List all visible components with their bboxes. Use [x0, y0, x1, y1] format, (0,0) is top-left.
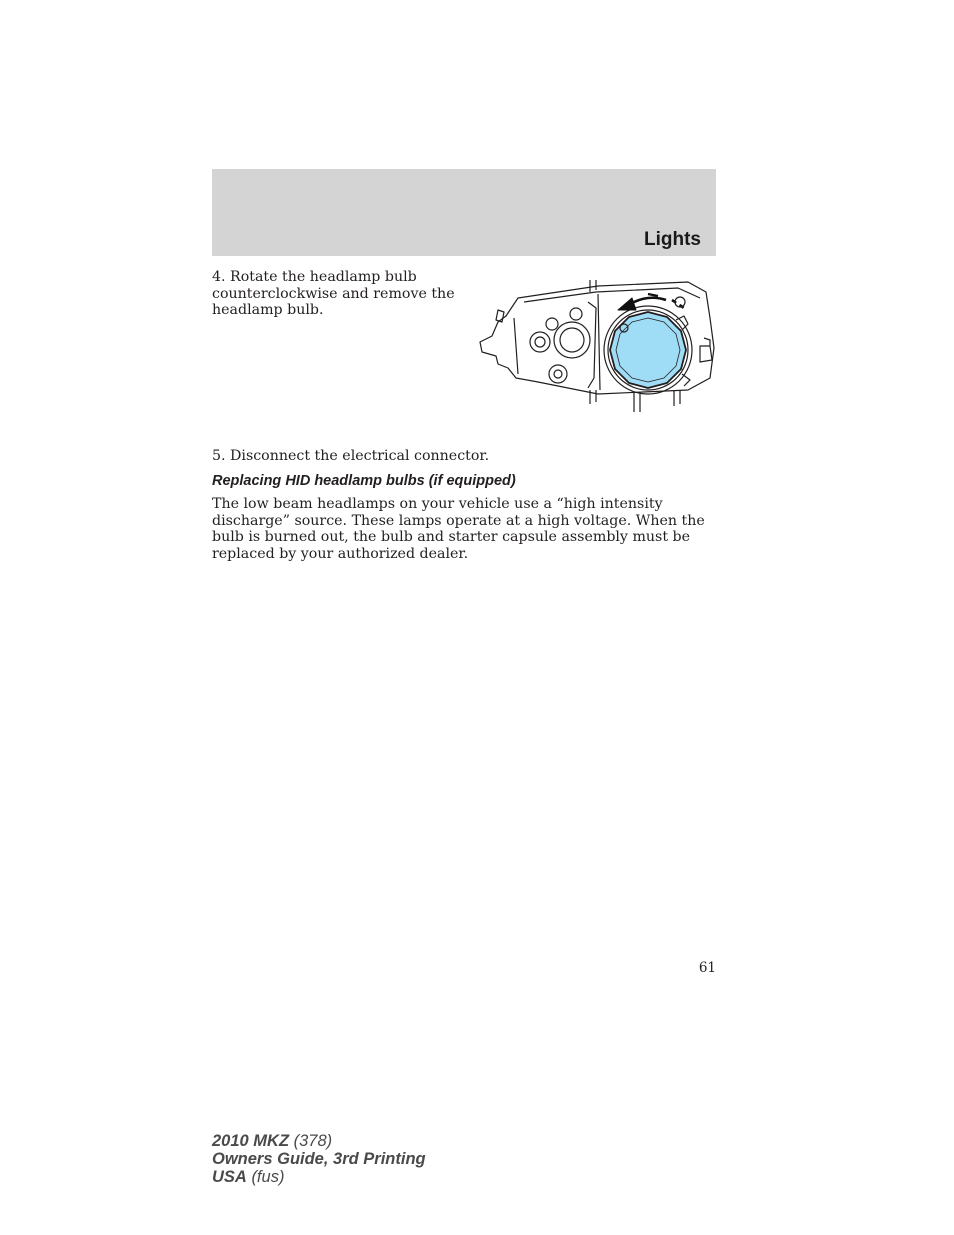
footer-region: USA	[212, 1168, 247, 1186]
page-number: 61	[698, 960, 716, 976]
footer-line-guide	[212, 1150, 426, 1168]
footer-model-code: (378)	[293, 1132, 333, 1150]
headlamp-assembly-icon	[478, 278, 718, 416]
footer-guide: Owners Guide, 3rd Printing	[212, 1150, 426, 1168]
footer-region-code: (fus)	[251, 1168, 285, 1186]
step-4-text: 4. Rotate the headlamp bulb counterclockwise and remove the headlamp bulb.	[212, 269, 455, 318]
footer-model: 2010 MKZ	[212, 1132, 290, 1150]
section-header-band	[212, 169, 716, 256]
footer-line-model	[212, 1132, 426, 1150]
section-title: Lights	[644, 229, 701, 250]
document-footer	[212, 1132, 426, 1186]
hid-section-heading: Replacing HID headlamp bulbs (if equipped)	[212, 473, 516, 489]
footer-line-region	[212, 1168, 426, 1186]
hid-section-paragraph: The low beam headlamps on your vehicle use a “high intensity discharge” source. These lamps operate at a high voltage. When the bulb is burned out, the bulb and starter capsule assembly must be replaced by your authorized dealer.	[212, 496, 705, 562]
step-5-text: 5. Disconnect the electrical connector.	[212, 448, 490, 464]
